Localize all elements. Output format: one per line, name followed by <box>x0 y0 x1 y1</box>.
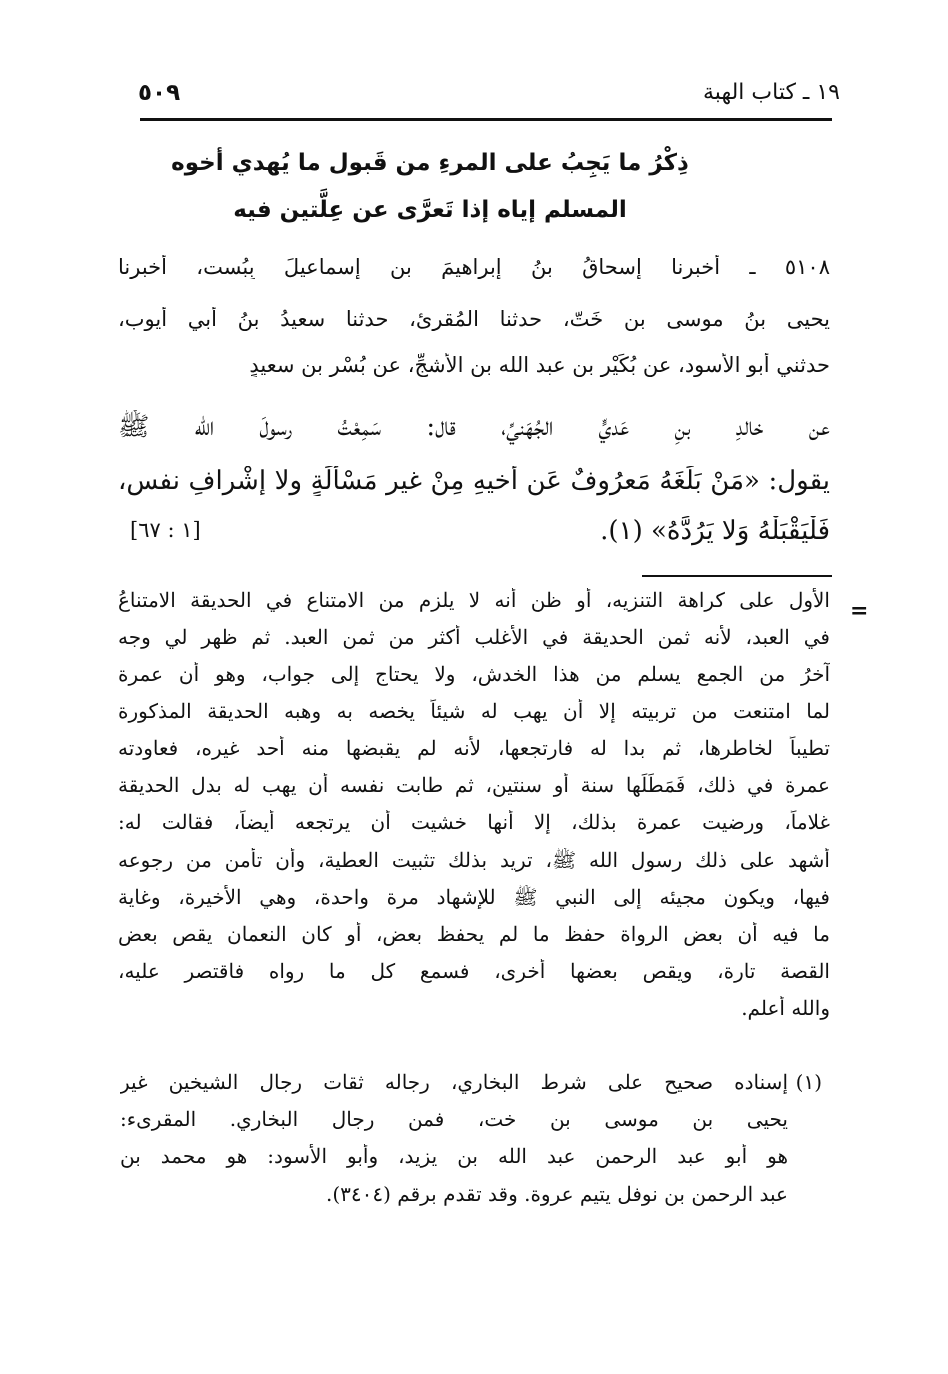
matn-line: يقول: «مَنْ بَلَغَهُ مَعرُوفٌ عَن أخيهِ مِنْ غيرِ مَسْألَةٍ ولا إشْرافِ نفسٍ، <box>118 466 830 496</box>
isnad-line: حدثني أبو الأسود، عن بُكَيْرِ بنِ عبد الله بنِ الأشجِّ، عن بُسْرِ بنِ سعيدٍ <box>249 353 830 377</box>
chapter-heading-line-1: ذِكْرُ ما يَجِبُ على المرءِ من قَبول ما يُهدي أخوه <box>171 150 689 176</box>
footnote-continuation-line: غلاماً، ورضيت عمرة بذلك، إلا أنها خشيت أن يرتجعه أيضاً، فقالت له: <box>118 810 830 834</box>
footnote-continuation-line: ما فيه أن بعض الرواة حفظ ما لم يحفظ بعض، أو كان النعمان يقص بعض <box>118 922 830 946</box>
footnote-line: إسناده صحيح على شرط البخاري، رجاله ثقات رجال الشيخين غير <box>120 1070 788 1094</box>
footnote-continuation-line: الأول على كراهة التنزيه، أو ظن أنه لا يلزم من الامتناع في الحديقة الامتناعُ <box>118 588 830 612</box>
footnote-line: يحيى بن موسى بن خت، فمن رجال البخاري. المقرىء: <box>120 1107 788 1131</box>
footnote-continuation-line: فيها، ويكون مجيئه إلى النبي ﷺ للإشهاد مرة واحدة، وهي الأخيرة، وغاية <box>118 885 830 909</box>
header-rule <box>140 118 832 121</box>
chapter-heading-line-2: المسلم إياه إذا تَعرَّى عن عِلَّتين فيه <box>233 197 627 223</box>
footnote-line: هو أبو عبد الرحمن عبد الله بن يزيد، وأبو الأسود: هو محمد بن <box>120 1144 788 1168</box>
footnote-line: عبد الرحمن بن نوفل يتيم عروة. وقد تقدم برقم (٣٤٠٤). <box>325 1182 788 1206</box>
footnote-continuation-line: آخرُ من الجمع يسلم من هذا الخدش، ولا يحتاج إلى جواب، وهو أن عمرة <box>118 662 830 686</box>
footnote-number: (١) <box>795 1070 822 1094</box>
footnote-continuation-line: والله أعلم. <box>741 996 830 1020</box>
footnote-separator <box>642 575 832 577</box>
page-number: ٥٠٩ <box>138 80 181 106</box>
footnote-continuation-line: تطيباً لخاطرها، ثم بدا له فارتجعها، لأنه لم يقبضها منه أحد غيره، فعاودته <box>118 736 830 760</box>
running-header-chapter: ١٩ ـ كتاب الهبة <box>703 80 840 105</box>
footnote-continuation-mark: = <box>850 598 869 624</box>
footnote-continuation-line: لما امتنعت من تربيته إلا أن يهب له شيئاً يخصه به وهبه الحديقة المذكورة <box>118 699 830 723</box>
source-reference: [١ : ٦٧] <box>130 518 201 542</box>
footnote-continuation-line: عمرة في ذلك، فَمَطَلَها سنة أو سنتين، ثم طابت نفسه أن يهب له بدل الحديقة <box>118 773 830 797</box>
footnote-continuation-line: القصة تارة، ويقص بعضها أخرى، فسمع كل ما رواه فاقتصر عليه، <box>118 959 830 983</box>
footnote-continuation-line: أشهد على ذلك رسول الله ﷺ، تريد بذلك تثبيت العطية، وأن تأمن من رجوعه <box>118 848 830 872</box>
matn-line: عن خالدِ بنِ عَديٍّ الجُهَنيِّ، قال: سَمِعْتُ رسولَ الله ﷺ <box>118 412 830 442</box>
isnad-line: يحيى بنُ موسى بن خَتّ، حدثنا المُقرِئ، حدثنا سعيدُ بنُ أبي أيوب، <box>118 307 830 331</box>
matn-line: فَلْيَقْبَلْهُ وَلا يَرُدَّهُ» (١). <box>600 516 830 546</box>
footnote-continuation-line: في العبد، لأنه ثمن الحديقة في الأغلب أكثر من ثمن العبد. ثم ظهر لي وجه <box>118 625 830 649</box>
isnad-line: ٥١٠٨ ـ أخبرنا إسحاقُ بنُ إبراهيمَ بنِ إسماعيلَ بِبُست، أخبرنا <box>118 255 830 279</box>
